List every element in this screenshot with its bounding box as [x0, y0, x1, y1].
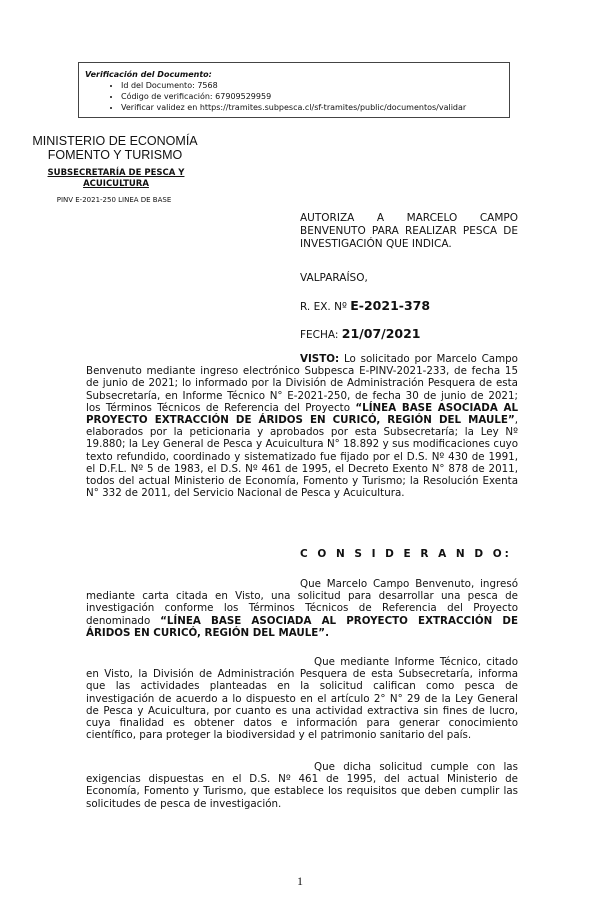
considerando-2-lead: Que mediante Informe Técnico, citado	[314, 656, 518, 668]
resolution-number	[300, 298, 430, 313]
visto-label: VISTO:	[300, 353, 340, 365]
considerando-1-lead: Que Marcelo Campo Benvenuto,	[300, 578, 475, 590]
verification-item-id: • Id del Documento: 7568	[121, 80, 503, 91]
rex-label: R. EX. Nº	[300, 301, 347, 313]
subsecretaria-line-1: SUBSECRETARÍA DE PESCA Y	[47, 168, 185, 178]
considerando-1-project-name: “LÍNEA BASE ASOCIADA AL PROYECTO EXTRACCIÓN DE ÁRIDOS EN CURICÓ, REGIÓN DEL MAULE”	[86, 614, 518, 639]
considerando-3	[86, 761, 518, 810]
verification-title: Verificación del Documento:	[85, 70, 212, 79]
resolution-date	[300, 326, 421, 341]
visto-text-2: , elaborados por la peticionaria y aprobados por esta Subsecretaría; la Ley Nº 19.880; la Ley General de Pesca y Acuicultura N° 18.892 y sus modificaciones cuyo texto refundido, coordinado y sistematizado fue fijado por el D.S. Nº 430 de 1991, el D.F.L. Nº 5 de 1983, el D.S. Nº 461 de 1995, el Decreto Exento N° 878 de 2011, todos del actual Ministerio de Economía, Fomento y Turismo; la Resolución Exenta N° 332 de 2011, del Servicio Nacional de Pesca y Acuicultura.	[86, 414, 518, 500]
document-reference: PINV E-2021-250 LINEA DE BASE	[56, 196, 172, 204]
resolution-summary: AUTORIZA A MARCELO CAMPO BENVENUTO PARA REALIZAR PESCA DE INVESTIGACIÓN QUE INDICA.	[300, 212, 518, 250]
considerando-3-lead: Que dicha solicitud cumple con las	[314, 761, 518, 773]
rex-number: E-2021-378	[350, 298, 431, 313]
ministry-line-1: MINISTERIO DE ECONOMÍA	[32, 134, 198, 148]
considerando-2	[86, 656, 518, 741]
verification-box	[78, 62, 510, 118]
verification-item-code: • Código de verificación: 67909529959	[121, 91, 503, 102]
visto-paragraph	[86, 353, 518, 499]
subsecretaria-line-2: ACUICULTURA	[83, 179, 149, 189]
date-label: FECHA:	[300, 329, 339, 341]
visto-text-1: Lo solicitado por Marcelo Campo Benvenuto mediante ingreso electrónico Subpesca E-PINV-2021-233, de fecha 15 de junio de 2021; lo informado por la División de Administración Pesquera de esta Subsecretaría, en Informe Técnico N° E-2021-250, de fecha 30 de junio de 2021; los Términos Técnicos de Referencia del Proyecto	[86, 353, 518, 414]
verification-list	[85, 80, 503, 113]
verification-item-url[interactable]: • Verificar validez en https://tramites.subpesca.cl/sf-tramites/public/documentos/validar	[121, 102, 503, 113]
ministry-line-2: FOMENTO Y TURISMO	[47, 148, 183, 162]
date-value: 21/07/2021	[341, 326, 421, 341]
considerando-1	[86, 578, 518, 639]
considerando-2-text: en Visto, la División de Administración Pesquera de esta Subsecretaría, informa que las actividades planteadas en la solicitud califican como pesca de investigación de acuerdo a lo dispuesto en el artículo 2° N° 29 de la Ley General de Pesca y Acuicultura, por cuanto es una actividad extractiva sin fines de lucro, cuya finalidad es obtener datos e información para generar conocimiento científico, para proteger la biodiversidad y el patrimonio sanitario del país.	[86, 668, 518, 742]
considerando-1-text: ingresó mediante carta citada en Visto, una solicitud para desarrollar una pesca de investigación conforme los Términos Técnicos de Referencia del Proyecto denominado	[86, 578, 518, 627]
subsecretaria-name	[30, 168, 202, 190]
page-number: 1	[297, 874, 303, 888]
considerando-heading: C O N S I D E R A N D O:	[300, 548, 512, 560]
ministry-name	[30, 134, 200, 162]
visto-project-name: “LÍNEA BASE ASOCIADA AL PROYECTO EXTRACCIÓN DE ÁRIDOS EN CURICÓ, REGIÓN DEL MAULE”	[86, 401, 519, 427]
considerando-1-end: .	[325, 626, 329, 639]
considerando-3-text: exigencias dispuestas en el D.S. Nº 461 de 1995, del actual Ministerio de Economía, Fomento y Turismo, que establece los requisitos que deben cumplir las solicitudes de pesca de investigación.	[86, 773, 518, 810]
city: VALPARAÍSO,	[300, 272, 368, 284]
